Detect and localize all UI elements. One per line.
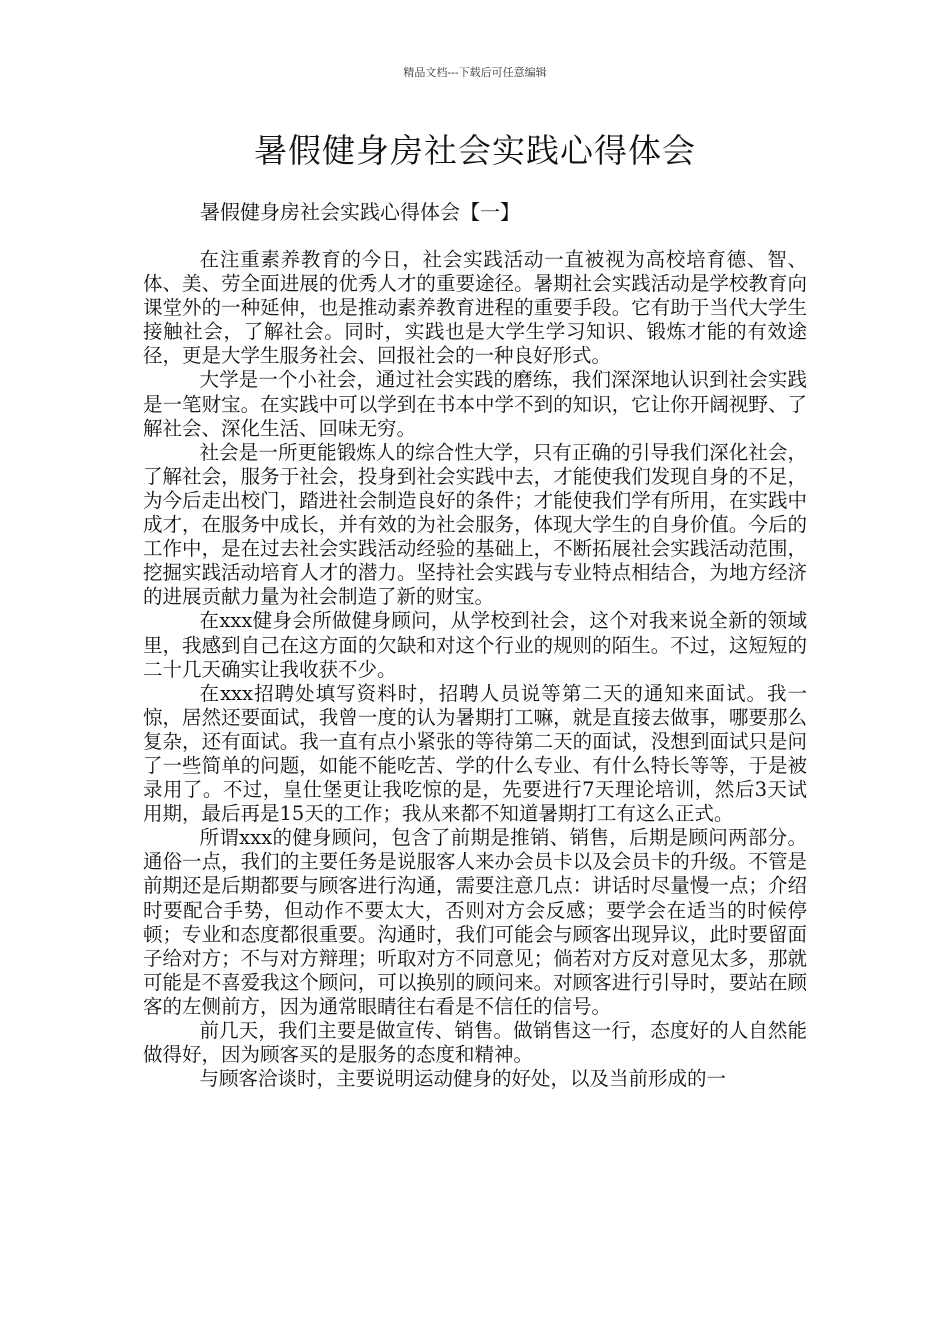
document-body (143, 248, 807, 1091)
paragraph: 在xxx健身会所做健身顾问，从学校到社会，这个对我来说全新的领域里，我感到自己在这方面的欠缺和对这个行业的规则的陌生。不过，这短短的二十几天确实让我收获不少。 (143, 609, 807, 681)
paragraph: 社会是一所更能锻炼人的综合性大学，只有正确的引导我们深化社会，了解社会，服务于社会，投身到社会实践中去，才能使我们发现自身的不足，为今后走出校门，踏进社会制造良好的条件；才能使我们学有所用，在实践中成才，在服务中成长，并有效的为社会服务，体现大学生的自身价值。今后的工作中，是在过去社会实践活动经验的基础上，不断拓展社会实践活动范围，挖掘实践活动培育人才的潜力。坚持社会实践与专业特点相结合，为地方经济的进展贡献力量为社会制造了新的财宝。 (143, 440, 807, 609)
paragraph: 前几天，我们主要是做宣传、销售。做销售这一行，态度好的人自然能做得好，因为顾客买的是服务的态度和精神。 (143, 1019, 807, 1067)
section-heading: 暑假健身房社会实践心得体会【一】 (200, 200, 520, 224)
document-title: 暑假健身房社会实践心得体会 (254, 131, 696, 170)
paragraph: 所谓xxx的健身顾问，包含了前期是推销、销售，后期是顾问两部分。通俗一点，我们的主要任务是说服客人来办会员卡以及会员卡的升级。不管是前期还是后期都要与顾客进行沟通，需要注意几点：讲话时尽量慢一点；介绍时要配合手势，但动作不要太大，否则对方会反感；要学会在适当的时候停顿；专业和态度都很重要。沟通时，我们可能会与顾客出现异议，此时要留面子给对方；不与对方辩理；听取对方不同意见；倘若对方反对意见太多，那就可能是不喜爱我这个顾问，可以换别的顾问来。对顾客进行引导时，要站在顾客的左侧前方，因为通常眼睛往右看是不信任的信号。 (143, 826, 807, 1018)
header-note: 精品文档---下载后可任意编辑 (403, 66, 547, 79)
paragraph: 大学是一个小社会，通过社会实践的磨练，我们深深地认识到社会实践是一笔财宝。在实践中可以学到在书本中学不到的知识，它让你开阔视野、了解社会、深化生活、回味无穷。 (143, 368, 807, 440)
paragraph: 与顾客洽谈时，主要说明运动健身的好处，以及当前形成的一 (199, 1067, 727, 1091)
paragraph: 在xxx招聘处填写资料时，招聘人员说等第二天的通知来面试。我一惊，居然还要面试，我曾一度的认为暑期打工嘛，就是直接去做事，哪要那么复杂，还有面试。我一直有点小紧张的等待第二天的面试，没想到面试只是问了一些简单的问题，如能不能吃苦、学的什么专业、有什么特长等等，于是被录用了。不过，皇仕堡更让我吃惊的是，先要进行7天理论培训，然后3天试用期，最后再是15天的工作；我从来都不知道暑期打工有这么正式。 (143, 681, 807, 826)
paragraph: 在注重素养教育的今日，社会实践活动一直被视为高校培育德、智、体、美、劳全面进展的优秀人才的重要途径。暑期社会实践活动是学校教育向课堂外的一种延伸，也是推动素养教育进程的重要手段。它有助于当代大学生接触社会，了解社会。同时，实践也是大学生学习知识、锻炼才能的有效途径，更是大学生服务社会、回报社会的一种良好形式。 (143, 248, 807, 368)
